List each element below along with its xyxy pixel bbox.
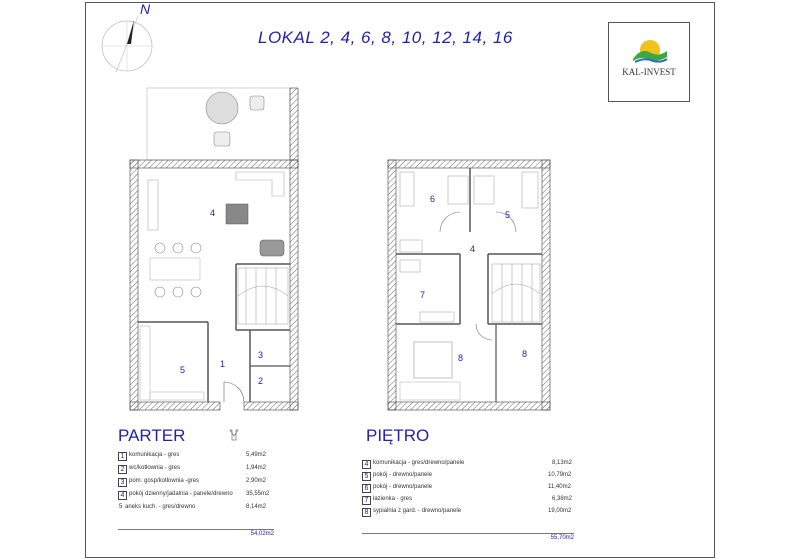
room-area: 11,40m2 bbox=[548, 484, 571, 490]
room-name: aneks kuch. - gres/drewno bbox=[125, 504, 196, 510]
stairs bbox=[492, 264, 540, 322]
parter-plan bbox=[130, 88, 298, 440]
terrace-chair bbox=[250, 96, 264, 110]
room-number: 5 bbox=[505, 210, 511, 220]
room-number: 3 bbox=[118, 478, 127, 487]
room-name: pom. gosp/kotłownia -gres bbox=[129, 478, 200, 484]
logo-text: KAL-INVEST bbox=[622, 67, 676, 77]
room-number: 2 bbox=[118, 465, 127, 474]
room-number: 5 bbox=[180, 365, 186, 375]
desk bbox=[448, 176, 468, 204]
room-name: sypialnia z gard. - drewno/panele bbox=[373, 508, 462, 514]
room-number: 5 bbox=[362, 472, 371, 481]
room-area: 10,79m2 bbox=[548, 472, 572, 478]
room-number: 7 bbox=[362, 496, 371, 505]
parter-label: PARTER bbox=[118, 426, 186, 445]
dining-table bbox=[150, 258, 200, 280]
pietro-label: PIĘTRO bbox=[366, 426, 430, 445]
room-area: 35,55m2 bbox=[246, 491, 270, 497]
entrance-door bbox=[224, 382, 244, 402]
double-bed bbox=[414, 342, 452, 378]
room-number: 2 bbox=[258, 376, 264, 386]
pietro-total: 55,70m2 bbox=[362, 533, 574, 541]
room-number: 8 bbox=[458, 353, 464, 363]
armchair bbox=[260, 240, 284, 256]
page-title: LOKAL 2, 4, 6, 8, 10, 12, 14, 16 bbox=[258, 28, 513, 47]
room-number: 3 bbox=[258, 350, 264, 360]
room-number: 1 bbox=[118, 452, 127, 461]
room-area: 8,13m2 bbox=[552, 460, 573, 466]
room-area: 8,14m2 bbox=[246, 504, 267, 510]
room-area: 19,00m2 bbox=[548, 508, 572, 514]
wardrobe bbox=[400, 240, 422, 252]
room-name: pokój dzienny/jadalnia - panele/drewno bbox=[129, 491, 233, 497]
room-number: 4 bbox=[210, 208, 216, 218]
room-name: pokój - drewno/panele bbox=[373, 484, 433, 490]
room-name: komunikacja - gres bbox=[129, 452, 180, 458]
room-area: 2,90m2 bbox=[246, 478, 267, 484]
bathtub bbox=[400, 260, 420, 272]
armchair bbox=[226, 204, 248, 224]
terrace-chair bbox=[214, 132, 230, 146]
bed bbox=[522, 172, 538, 208]
desk bbox=[474, 176, 494, 204]
north-label: N bbox=[140, 1, 151, 17]
room-number: 4 bbox=[118, 491, 127, 500]
dining-chairs bbox=[155, 243, 201, 297]
room-area: 1,94m2 bbox=[246, 465, 267, 471]
room-name: łazienka - gres bbox=[373, 496, 413, 502]
kitchen-counter bbox=[150, 392, 204, 400]
room-number: 6 bbox=[430, 194, 436, 204]
room-area: 6,38m2 bbox=[552, 496, 573, 502]
parter-total: 54,02m2 bbox=[118, 529, 274, 537]
stairs bbox=[238, 268, 288, 324]
entrance-arrow-icon bbox=[230, 430, 238, 440]
bed bbox=[400, 172, 414, 206]
room-number: 8 bbox=[522, 349, 528, 359]
pietro-plan bbox=[388, 160, 550, 410]
bath-vanity bbox=[420, 312, 454, 322]
kitchen-counter bbox=[140, 326, 150, 400]
wardrobe bbox=[400, 382, 460, 400]
room-number: 4 bbox=[362, 460, 371, 469]
room-area: 5,49m2 bbox=[246, 452, 267, 458]
room-number: 5 bbox=[119, 504, 123, 510]
room-number: 1 bbox=[220, 359, 226, 369]
room-name: komunikacja - gres/drewno/panele bbox=[373, 460, 465, 466]
pietro-legend bbox=[362, 460, 576, 526]
terrace-table bbox=[206, 92, 238, 124]
room-number: 8 bbox=[362, 508, 371, 517]
room-name: wc/kotłownia - gres bbox=[129, 465, 181, 471]
room-number: 4 bbox=[470, 244, 476, 254]
sideboard bbox=[148, 180, 158, 230]
room-name: pokój - drewno/panele bbox=[373, 472, 433, 478]
sofa bbox=[236, 172, 284, 196]
room-number: 7 bbox=[420, 290, 426, 300]
room-number: 6 bbox=[362, 484, 371, 493]
